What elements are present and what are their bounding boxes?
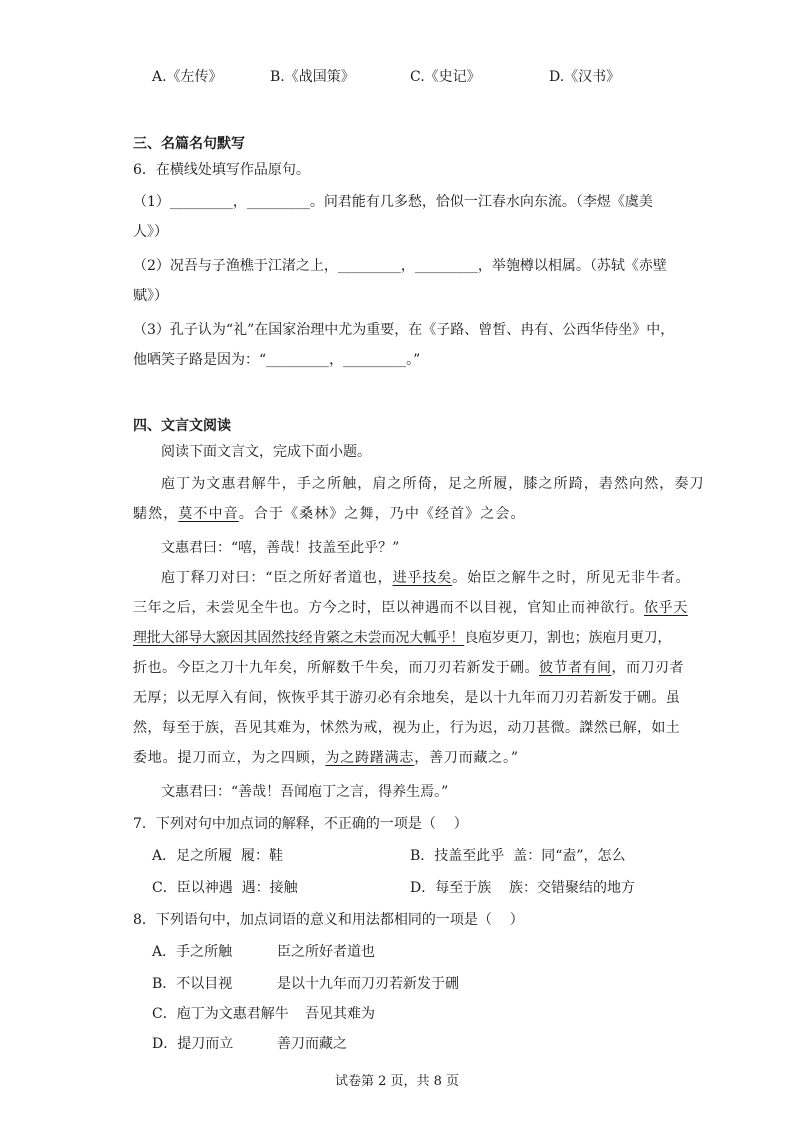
passage-line: 然，每至于族，吾见其难为，怵然为戒，视为止，行为迟，动刀甚微。謋然已解，如土 [133,720,681,736]
q6-item1-line2: 人》） [133,224,168,240]
option-c: C.《史记》 [410,69,481,85]
q8-stem: 8．下列语句中，加点词语的意义和用法都相同的一项是（ ） [133,912,524,928]
section3-title: 三、名篇名句默写 [133,136,245,152]
q7-stem: 7．下列对句中加点词的解释，不正确的一项是（ ） [133,816,468,832]
q6-item3-line2: 他哂笑子路是因为：“_________，_________。” [133,352,421,368]
underlined-phrase: 莫不中音 [178,506,239,522]
passage-line: 理批大郤导大窾因其固然技经肯綮之未尝而况大軱乎！良庖岁更刀，割也；族庖月更刀， [133,630,672,646]
passage-line: 庖丁为文惠君解牛，手之所触，肩之所倚，足之所履，膝之所踦，砉然向然，奏刀 [161,476,705,492]
passage-line: 騞然，莫不中音。合于《桑林》之舞，乃中《经首》之会。 [133,506,526,522]
q8-option-a-pair: 臣之所好者道也 [277,944,375,960]
underlined-sentence: 理批大郤导大窾因其固然技经肯綮之未尝而况大軱乎！ [133,630,465,646]
passage-line: 折也。今臣之刀十九年矣，所解数千牛矣，而刀刃若新发于硎。彼节者有间，而刀刃者 [133,660,684,676]
underlined-phrase: 彼节者有间 [539,660,612,676]
q6-item2-line2: 赋》） [133,288,168,304]
page-footer: 试卷第 2 页，共 8 页 [334,1074,460,1089]
q7-option-b: B．技盖至此乎 盖：同“盍”，怎么 [410,848,626,864]
reading-intro: 阅读下面文言文，完成下面小题。 [161,444,371,460]
q8-option-a: A．手之所触 [152,944,233,960]
passage-dialogue: 文惠君曰：“嘻，善哉！技盖至此乎？” [161,540,400,556]
q8-option-b-pair: 是以十九年而刀刃若新发于硎 [277,976,459,992]
underlined-phrase: 为之踌躇满志 [325,750,415,766]
q6-item3-line1: （3）孔子认为“礼”在国家治理中尤为重要，在《子路、曾皙、冉有、公西华侍坐》中， [133,322,675,338]
passage-line: 无厚；以无厚入有间，恢恢乎其于游刃必有余地矣，是以十九年而刀刃若新发于硎。虽 [133,690,681,706]
section4-title: 四、文言文阅读 [133,418,231,434]
passage-line: 三年之后，未尝见全牛也。方今之时，臣以神遇而不以目视，官知止而神欲行。依乎天 [133,600,688,616]
q6-stem: 6．在横线处填写作品原句。 [133,162,310,178]
q8-option-c: C．庖丁为文惠君解牛 [152,1006,289,1022]
passage-dialogue: 文惠君曰：“善哉！吾闻庖丁之言，得养生焉。” [161,784,449,800]
q8-option-b: B．不以目视 [152,976,233,992]
option-a: A.《左传》 [152,69,223,85]
q8-option-c-pair: 吾见其难为 [305,1006,375,1022]
underlined-phrase: 进乎技矣 [392,570,453,586]
q7-option-c: C．臣以神遇 遇：接触 [152,880,298,896]
passage-line: 委地。提刀而立，为之四顾，为之踌躇满志，善刀而藏之。” [133,750,519,766]
q6-item1-line1: （1）_________，_________。问君能有几多愁，恰似一江春水向东流。（李煜《虞美 [133,194,653,210]
passage-line: 庖丁释刀对曰：“臣之所好者道也，进乎技矣。始臣之解牛之时，所见无非牛者。 [161,570,691,586]
underlined-phrase: 依乎天 [644,600,688,616]
q7-option-d: D．每至于族 族：交错聚结的地方 [410,880,636,896]
option-b: B.《战国策》 [270,69,355,85]
q8-option-d: D．提刀而立 [152,1036,234,1052]
q6-item2-line1: （2）况吾与子渔樵于江渚之上，_________，_________，举匏樽以相属。（苏轼《赤壁 [133,258,667,274]
q8-option-d-pair: 善刀而藏之 [277,1036,347,1052]
q7-option-a: A．足之所履 履：鞋 [152,848,284,864]
option-d: D.《汉书》 [549,69,621,85]
